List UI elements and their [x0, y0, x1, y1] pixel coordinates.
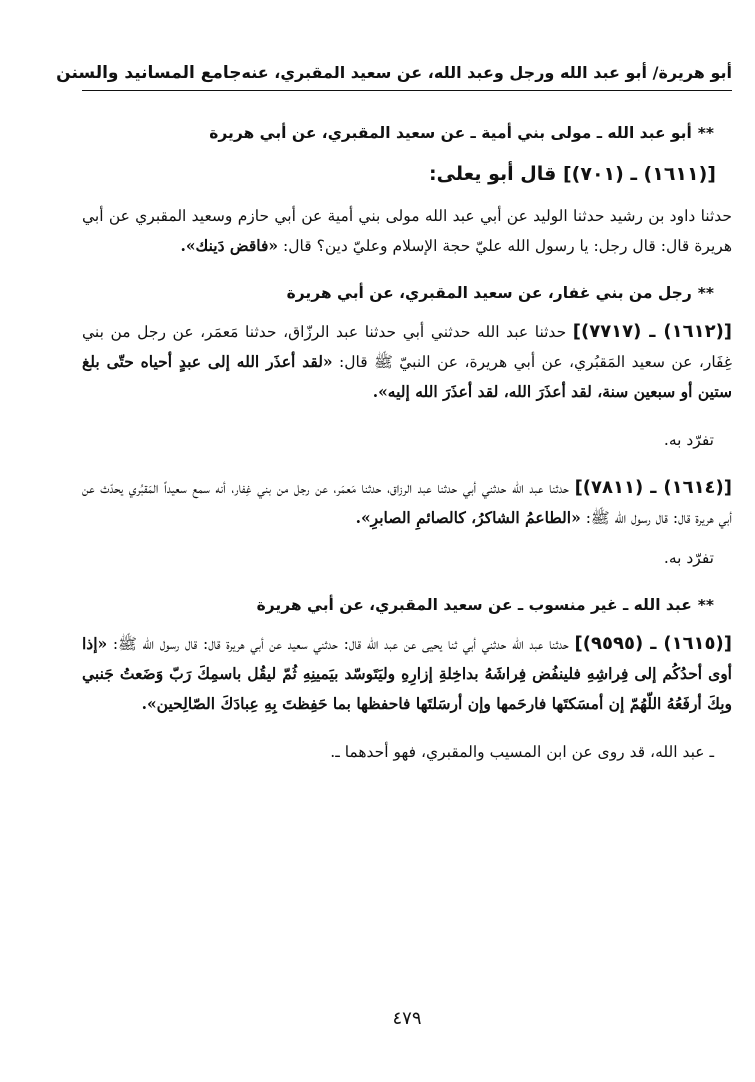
chain-heading: **رجل من بني غفار، عن سعيد المقبري، عن أبي هريرة	[286, 284, 714, 302]
hadith-text: حدثنا داود بن رشيد حدثنا الوليد عن أبي عبد الله مولى بني أمية عن أبي حازم وسعيد المقبري عن أبي هريرة قال: قال رجل: يا رسول الله عليّ حجة الإسلام وعليّ دين؟ قال: «فاقض دَينك».	[82, 207, 732, 255]
entry-ref: [(١٦١١) ـ (٧٠١)]	[562, 163, 716, 185]
book-page	[56, 58, 733, 1058]
heading-marker: **	[697, 124, 714, 142]
entry-ref: [(١٦١٥) ـ (٩٥٩٥)]	[574, 633, 732, 654]
chain-heading: **عبد الله ـ غير منسوب ـ عن سعيد المقبري، عن أبي هريرة	[256, 596, 714, 614]
running-header	[56, 58, 732, 91]
hadith-text: [(١٦١٤) ـ (٧٨١١)] حدثنا عبد الله حدثني أبي حدثنا عبد الرزاق، حدثنا مَعمَر، عن رجل من بني غِفار، أنه سمع سعيداً المَقبُري يحدّث عن أبي هريرة قال: قال رسول الله ﷺ: «الطاعمُ الشاكرُ، كالصائمِ الصابرِ».	[82, 477, 732, 527]
chain-heading: **أبو عبد الله ـ مولى بني أمية ـ عن سعيد المقبري، عن أبي هريرة	[209, 124, 714, 142]
header-chapter-title: أبو هريرة/ أبو عبد الله ورجل وعبد الله، عن سعيد المقبري، عنه	[241, 63, 732, 82]
hadith-quote: «الطاعمُ الشاكرُ، كالصائمِ الصابرِ».	[355, 508, 581, 527]
heading-marker: **	[697, 284, 714, 302]
hadith-text: [(١٦١٥) ـ (٩٥٩٥)] حدثنا عبد الله حدثني أبي ثنا يحيى عن عبد الله قال: حدثني سعيد عن أبي هريرة قال: قال رسول الله ﷺ: «إذا أوى أحدُكُم إلى فِراشِهِ فلينفُض فِراشَهُ بداخِلةِ إزارِهِ وليَتَوسّد بيَمينِهِ ثُمّ ليقُل باسمِكَ رَبّ وَضَعتُ جَنبي وبِكَ أرفَعُهُ اللّهُمّ إن أمسَكتَها فارحَمها وإن أرسَلتَها فاحفظها بما حَفِظتَ بِهِ عِبادَكَ الصّالِحين».	[82, 633, 732, 713]
header-book-title: جامع المسانيد والسنن	[56, 63, 242, 83]
note-text: تفرّد به.	[663, 549, 714, 567]
entry-intro: قال أبو يعلى:	[429, 163, 557, 185]
hadith-quote: «إذا أوى أحدُكُم إلى فِراشِهِ فلينفُض فِراشَهُ بداخِلةِ إزارِهِ وليَتَوسّد بيَمينِهِ ثُمّ ليقُل باسمِكَ رَبّ وَضَعتُ جَنبي وبِكَ أرفَعُهُ اللّهُمّ إن أمسَكتَها فارحَمها وإن أرسَلتَها فاحفظها بما حَفِظتَ بِهِ عِبادَكَ الصّالِحين».	[82, 634, 732, 713]
heading-marker: **	[697, 596, 714, 614]
hadith-text: [(١٦١٢) ـ (٧٧١٧)] حدثنا عبد الله حدثني أبي حدثنا عبد الرزّاق، حدثنا مَعمَر، عن رجل من بني غِفَار، عن سعيد المَقبُري، عن أبي هريرة، عن النبيّ ﷺ قال: «لقد أعذَر الله إلى عبدٍ أحياه حتّى بلغ ستين أو سبعين سنة، لقد أعذَرَ الله، لقد أعذَرَ الله إليه».	[82, 321, 733, 401]
entry-ref: [(١٦١٤) ـ (٧٨١١)]	[574, 477, 732, 498]
hadith-quote: «فاقض دَينك».	[180, 236, 279, 255]
entry-reference	[82, 157, 716, 191]
hadith-quote: «لقد أعذَر الله إلى عبدٍ أحياه حتّى بلغ ستين أو سبعين سنة، لقد أعذَرَ الله، لقد أعذَرَ الله إليه».	[82, 352, 732, 401]
entry-ref: [(١٦١٢) ـ (٧٧١٧)]	[572, 321, 733, 342]
page-body	[82, 119, 732, 767]
page-number: ٤٧٩	[392, 1008, 422, 1029]
closing-note: ـ عبد الله، قد روى عن ابن المسيب والمقبري، فهو أحدهما ـ.	[330, 743, 714, 761]
note-text: تفرّد به.	[663, 431, 714, 449]
